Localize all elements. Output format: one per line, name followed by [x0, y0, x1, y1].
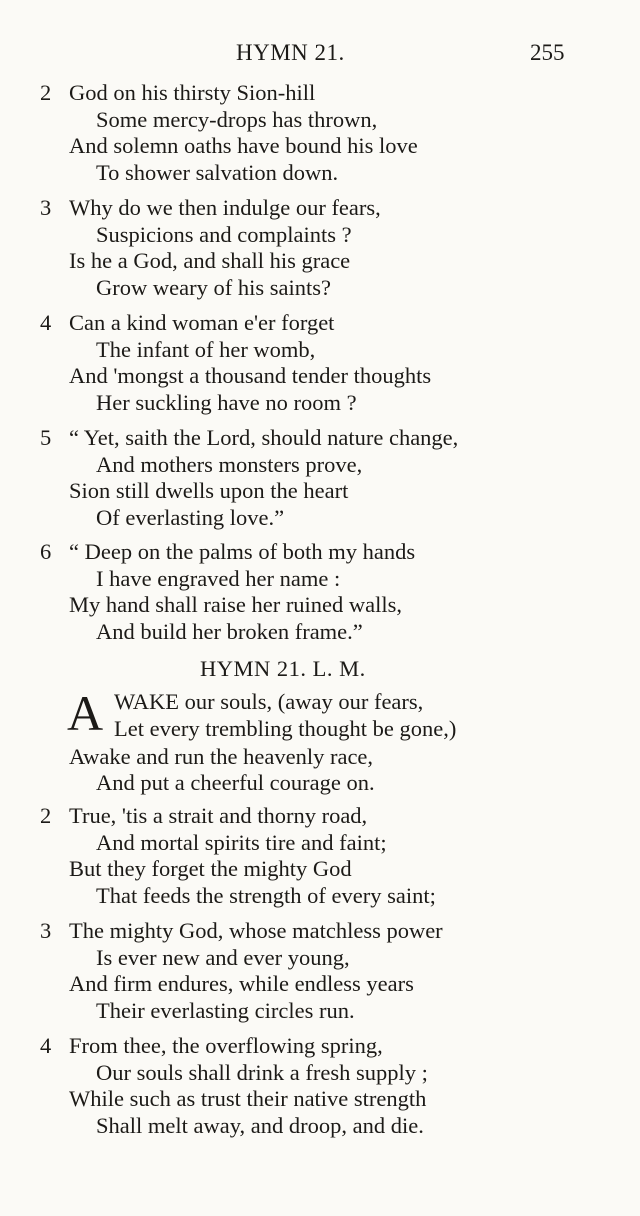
stanza-line: Some mercy-drops has thrown, [96, 106, 378, 132]
stanza-number: 5 [40, 425, 52, 450]
stanza-line: Is he a God, and shall his grace [69, 248, 351, 273]
stanza-line: Let every trembling thought be gone,) [114, 716, 457, 741]
stanza-line: And put a cheerful courage on. [96, 770, 375, 795]
stanza-line: While such as trust their native strength [69, 1086, 427, 1111]
stanza-line: But they forget the mighty God [69, 856, 352, 881]
stanza-line: Sion still dwells upon the heart [69, 478, 349, 503]
stanza-line: Shall melt away, and droop, and die. [96, 1112, 424, 1138]
hymn-heading: HYMN 21. L. M. [200, 656, 366, 681]
stanza-line: Their everlasting circles run. [96, 997, 355, 1023]
stanza-number: 6 [40, 539, 52, 564]
stanza-line: Is ever new and ever young, [96, 944, 350, 970]
stanza-number: 4 [40, 310, 52, 335]
stanza-number: 4 [40, 1033, 52, 1058]
stanza-line: “ Yet, saith the Lord, should nature change, [69, 425, 459, 450]
stanza-line: True, 'tis a strait and thorny road, [69, 803, 368, 828]
stanza-line: Her suckling have no room ? [96, 389, 357, 415]
stanza-line: Grow weary of his saints? [96, 274, 331, 300]
first-line-text: our souls, (away our fears, [178, 689, 424, 714]
stanza-line: That feeds the strength of every saint; [96, 882, 436, 908]
drop-cap: A [67, 685, 104, 741]
stanza-line: Our souls shall drink a fresh supply ; [96, 1059, 428, 1085]
stanza-line: And solemn oaths have bound his love [69, 133, 418, 158]
page-number: 255 [530, 40, 565, 65]
stanza-line: “ Deep on the palms of both my hands [69, 539, 416, 564]
stanza-line: The infant of her womb, [96, 336, 316, 362]
stanza-line: And 'mongst a thousand tender thoughts [69, 363, 432, 388]
stanza-line: And build her broken frame.” [96, 618, 363, 644]
first-line [114, 689, 423, 715]
first-word-smallcaps: WAKE [114, 689, 179, 714]
stanza-line: My hand shall raise her ruined walls, [69, 592, 403, 617]
stanza-line: To shower salvation down. [96, 159, 339, 185]
stanza-line: I have engraved her name : [96, 565, 341, 591]
stanza-number: 2 [40, 80, 52, 105]
stanza-number: 3 [40, 195, 52, 220]
stanza-line: Can a kind woman e'er forget [69, 310, 335, 335]
stanza-line: And mothers monsters prove, [96, 451, 363, 477]
stanza-number: 2 [40, 803, 52, 828]
stanza-line: Suspicions and complaints ? [96, 221, 352, 247]
running-title: HYMN 21. [236, 40, 345, 65]
stanza-line: Of everlasting love.” [96, 504, 285, 530]
stanza-line: Awake and run the heavenly race, [69, 744, 374, 769]
stanza-number: 3 [40, 918, 52, 943]
stanza-line: And firm endures, while endless years [69, 971, 414, 996]
page-header [0, 40, 640, 70]
stanza-line: God on his thirsty Sion-hill [69, 80, 316, 105]
stanza-line: Why do we then indulge our fears, [69, 195, 381, 220]
stanza-line: The mighty God, whose matchless power [69, 918, 443, 943]
stanza-line: And mortal spirits tire and faint; [96, 829, 387, 855]
stanza-line: From thee, the overflowing spring, [69, 1033, 383, 1058]
